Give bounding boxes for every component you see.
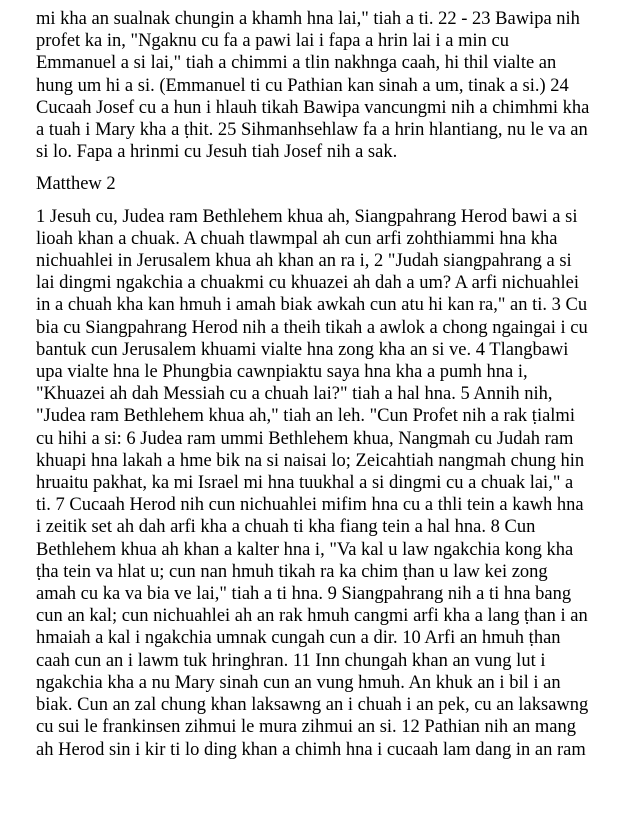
text-line: ti. 7 Cucaah Herod nih cun nichuahlei mifim hna cu a thli tein a kawh hna [36,495,584,516]
text-line: lioah khan a chuak. A chuah tlawmpal ah cun arfi zohthiammi hna kha [36,228,558,249]
text-line: si lo. Fapa a hrinmi cu Jesuh tiah Josef nih a sak. [36,142,398,163]
text-line: cu sui le frankinsen zihmui le mura zihmui an si. 12 Pathian nih an mang [36,717,576,738]
text-line: khuapi hna lakah a hme bik na si naisai lo; Zeicahtiah nangmah chung hin [36,450,585,471]
text-line: Bethlehem khua ah khan a kalter hna i, "Va kal u law ngakchia kong kha [36,539,574,560]
text-line: ngakchia kha a nu Mary sinah cun an vung hmuh. An khuk an i bil i an [36,672,561,693]
text-line: 1 Jesuh cu, Judea ram Bethlehem khua ah, Siangpahrang Herod bawi a si [36,206,578,227]
text-line: profet ka in, "Ngaknu cu fa a pawi lai i fapa a hrin lai i a min cu [36,31,509,52]
text-line: ah Herod sin i kir ti lo ding khan a chimh hna i cucaah lam dang in an ram [36,739,586,760]
text-line: hung um hi a si. (Emmanuel ti cu Pathian kan sinah a um, tinak a si.) 24 [36,75,569,96]
text-line: a tuah i Mary kha a ṭhit. 25 Sihmanhsehlaw fa a hrin hlantiang, nu le va an [36,120,588,141]
text-line: upa vialte hna le Phungbia cawnpiaktu saya hna kha a pumh hna i, [36,362,528,383]
text-line: cu hihi a si: 6 Judea ram ummi Bethlehem khua, Nangmah cu Judah ram [36,428,574,449]
paragraph-chapter-2 [36,206,608,761]
text-line: i zeitik set ah dah arfi kha a chuah ti kha fiang tein a hal hna. 8 Cun [36,517,536,538]
text-line: hruaitu pakhat, ka mi Israel mi hna tuukhal a si dingmi cu a chuak lai," a [36,473,574,494]
text-line: in a chuah kha kan hmuh i amah biak awkah cun atu hi kan ra," an ti. 3 Cu [36,295,588,316]
text-line: caah cun an i lawm tuk hringhran. 11 Inn chungah khan an vung lut i [36,650,546,671]
text-line: nichuahlei in Jerusalem khua ah khan an ra i, 2 "Judah siangpahrang a si [36,251,572,272]
text-line: bia cu Siangpahrang Herod nih a theih tikah a awlok a chong ngaingai i cu [36,317,588,338]
text-line: bantuk cun Jerusalem khuami vialte hna zong kha an si ve. 4 Tlangbawi [36,339,569,360]
text-line: amah cu ka va bia ve lai," tiah a ti hna. 9 Siangpahrang nih a ti hna bang [36,584,572,605]
text-line: cun an kal; cun nichuahlei ah an rak hmuh cangmi arfi kha a lang ṭhan i an [36,606,588,627]
text-line: "Judea ram Bethlehem khua ah," tiah an leh. "Cun Profet nih a rak ṭialmi [36,406,575,427]
text-line: lai dingmi ngakchia a chuakmi cu khuazei ah dah a um? A arfi nichuahlei [36,273,579,294]
text-line: mi kha an sualnak chungin a khamh hna lai," tiah a ti. 22 - 23 Bawipa nih [36,9,580,29]
document-page [36,8,608,761]
text-line: biak. Cun an zal chung khan laksawng an i chuah i an pek, cu an laksawng [36,695,589,716]
text-line: Emmanuel a si lai," tiah a chimmi a tlin nakhnga caah, hi thil vialte an [36,53,557,74]
text-line: Cucaah Josef cu a hun i hlauh tikah Bawipa vancungmi nih a chimhmi kha [36,97,590,118]
chapter-heading: Matthew 2 [36,174,116,195]
text-line: ṭha tein va hlat u; cun nan hmuh tikah ra ka chim ṭhan u law kei zong [36,561,548,582]
text-line: "Khuazei ah dah Messiah cu a chuah lai?" tiah a hal hna. 5 Annih nih, [36,384,553,405]
text-line: hmaiah a kal i ngakchia umnak cungah cun a dir. 10 Arfi an hmuh ṭhan [36,628,561,649]
paragraph-chapter-1-ending [36,8,608,163]
